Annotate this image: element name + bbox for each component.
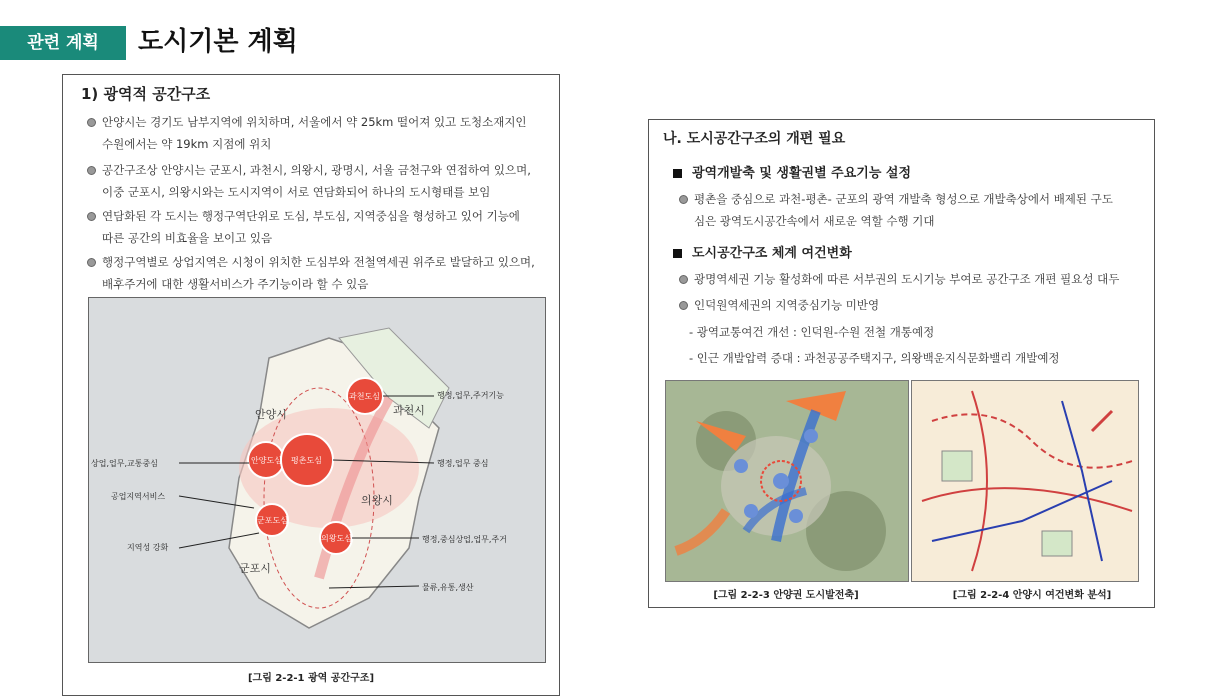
bullet-text: 이중 군포시, 의왕시와는 도시지역이 서로 연담화되어 하나의 도시형태를 보임 [102,185,491,199]
map-center-label: 평촌도심 [291,456,322,465]
map-center-label: 안양도심 [251,456,282,465]
map-callout: 행정,업무 중심 [437,459,489,468]
map-city-label: 과천시 [393,404,425,417]
section-title-restructuring: 나. 도시공간구조의 개편 필요 [663,131,846,147]
figure-caption: [그림 2-2-1 광역 공간구조] [247,673,375,684]
map-callout: 공업지역서비스 [111,492,166,501]
bullet-text: 인덕원역세권의 지역중심기능 미반영 [694,298,880,312]
map-callout: 물류,유통,생산 [422,583,474,592]
bullet-icon [87,166,96,175]
bullet-icon [87,118,96,127]
development-axis-map [665,380,909,582]
bullet-item [679,268,1149,290]
bullet-text: 광명역세권 기능 활성화에 따른 서부권의 도시기능 부여로 공간구조 개편 필요성 대두 [694,272,1120,286]
left-document-panel [62,74,560,696]
bullet-item [87,159,547,203]
right-document-panel [648,119,1155,608]
map-city-label: 안양시 [255,408,287,421]
spatial-structure-map [88,297,546,663]
bullet-item [679,188,1149,232]
section-tag: 관련 계획 [0,26,126,60]
map-center-label: 과천도심 [349,392,380,401]
figure-caption: [그림 2-2-4 안양시 여건변화 분석] [952,590,1112,601]
map-city-label: 군포시 [239,562,271,575]
bullet-text: 평촌을 중심으로 과천-평촌- 군포의 광역 개발축 형성으로 개발축상에서 배제된 구도 [694,192,1113,206]
map-city-label: 의왕시 [361,494,393,507]
bullet-text: 배후주거에 대한 생활서비스가 주기능이라 할 수 있음 [102,277,369,291]
map-callout: 상업,업무,교통중심 [91,459,158,468]
bullet-icon [679,195,688,204]
bullet-text: 따른 공간의 비효율을 보이고 있음 [102,231,273,245]
map-callout: 지역성 강화 [127,543,169,552]
bullet-text: 공간구조상 안양시는 군포시, 과천시, 의왕시, 광명시, 서울 금천구와 연접하여 있으며, [102,163,531,177]
subheading: 광역개발축 및 생활권별 주요기능 설정 [673,162,911,181]
bullet-text: 행정구역별로 상업지역은 시청이 위치한 도심부와 전철역세권 위주로 발달하고 있으며, [102,255,535,269]
subheading: 도시공간구조 체계 여건변화 [673,242,852,261]
dash-item: - 인근 개발압력 증대 : 과천공공주택지구, 의왕백운지식문화밸리 개발예정 [689,351,1060,365]
map-center-label: 의왕도심 [321,534,352,543]
dash-item: - 광역교통여건 개선 : 인덕원-수원 전철 개통예정 [689,325,935,339]
bullet-text: 심은 광역도시공간속에서 새로운 역할 수행 기대 [694,214,935,228]
map-center-label: 군포도심 [257,516,288,525]
bullet-icon [87,212,96,221]
bullet-item [87,205,547,249]
bullet-text: 연담화된 각 도시는 행정구역단위로 도심, 부도심, 지역중심을 형성하고 있어 기능에 [102,209,520,223]
condition-change-map [911,380,1139,582]
bullet-text: 안양시는 경기도 남부지역에 위치하며, 서울에서 약 25km 떨어져 있고 도청소재지인 [102,115,527,129]
map-callout: 행정,중심상업,업무,주거 [422,535,507,544]
page-title: 도시기본 계획 [138,27,298,57]
bullet-item [87,111,547,155]
bullet-item [87,251,547,295]
figure-caption: [그림 2-2-3 안양권 도시발전축] [713,590,859,601]
bullet-icon [679,301,688,310]
bullet-icon [679,275,688,284]
map-callout: 행정,업무,주거기능 [437,391,504,400]
bullet-text: 수원에서는 약 19km 지점에 위치 [102,137,272,151]
bullet-icon [87,258,96,267]
section-title-spatial-structure: 1) 광역적 공간구조 [81,85,211,103]
bullet-item [679,294,1149,316]
